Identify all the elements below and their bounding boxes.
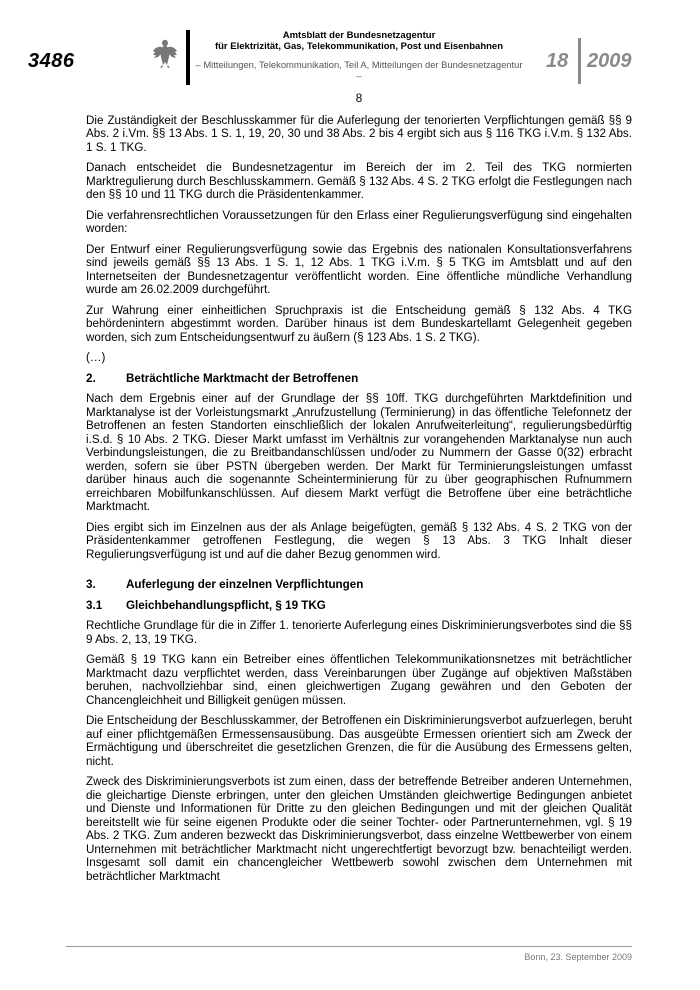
inner-page-number: 8 [355,92,363,105]
header-divider [186,30,190,85]
paragraph-purpose: Zweck des Diskriminierungsverbots ist zum einen, dass der betreffende Betreiber anderen Unternehmen, die gleichartige Dienste erbringen, unter den gleichen Umständen gleichwertige Bedingungen anbietet und Dienste und Informationen für Dritte zu den gleichen Bedingungen und mit der gleichen Qualität bereitstellt wie für seine eigenen Produkte oder die seiner Tochter- oder Partnerunternehmen, vgl. § 19 Abs. 2 TKG. Zum anderen bezweckt das Diskriminierungsverbot, dass einzelne Wettbewerber von einem Unternehmen mit beträchtlicher Marktmacht nicht ungerechtfertigt bevorzugt bzw. benachteiligt werden. Insgesamt soll damit ein chancengleicher Wettbewerb sowohl zwischen dem Unternehmen mit beträchtlicher Marktmacht [86,775,632,883]
section-number: 2. [86,371,96,385]
section-heading-3-1 [86,599,632,613]
publication-title-line1: Amtsblatt der Bundesnetzagentur [282,30,436,41]
section-number: 3.1 [86,598,103,612]
footer-place-date: Bonn, 23. September 2009 [524,952,632,962]
paragraph-decision-body: Danach entscheidet die Bundesnetzagentur im Bereich der im 2. Teil des TKG normierten Marktregulierung durch Beschlusskammern. Gemäß § 132 Abs. 4 S. 2 TKG erfolgt die Festlegungen nach den §§ 10 und 11 TKG durch die Präsidentenkammer. [86,161,632,201]
ellipsis: (…) [86,351,106,364]
publication-title [194,30,524,52]
issue-year: 2009 [587,50,632,72]
footer-divider [66,946,632,947]
publication-subtitle: – Mitteilungen, Telekommunikation, Teil A, Mitteilungen der Bundesnetzagentur – [195,59,523,81]
document-body [86,92,632,890]
section-heading-3 [86,578,632,592]
section-number: 3. [86,578,96,591]
section-title: Gleichbehandlungspflicht, § 19 TKG [126,598,326,612]
paragraph-market-analysis: Nach dem Ergebnis einer auf der Grundlage der §§ 10ff. TKG durchgeführten Marktdefinition und Marktanalyse ist der Vorleistungsmarkt „Anrufzustellung (Terminierung) in das öffentliche Telefonnetz der Betroffenen an festen Standorten einschließlich der lokalen Anrufweiterleitung“, regulierungsbedürftig i.S.d. § 10 Abs. 2 TKG. Dieser Markt umfasst im Verhältnis zur vorangehenden Marktanalyse nun auch Verbindungsleistungen, die zu Breitbandanschlüssen und/oder zu Nummern der Gasse 0(32) erbracht werden, sofern sie über PSTN übergeben werden. Der Markt für Terminierungsleistungen umfasst darüber hinaus auch die sogenannte Scheinterminierung für zu über geographischen Rufnummern erreichbaren Mobilfunkanschlüssen. Auf diesem Markt verfügt die Betroffene über eine beträchtliche Marktmacht. [86,392,632,513]
paragraph-consultation: Der Entwurf einer Regulierungsverfügung sowie das Ergebnis des nationalen Konsultationsverfahrens sind jeweils gemäß §§ 13 Abs. 1 S. 1, 12 Abs. 1 TKG i.V.m. § 5 TKG im Amtsblatt und auf den Internetseiten der Bundesnetzagentur veröffentlicht worden. Eine öffentliche mündliche Verhandlung wurde am 26.02.2009 durchgeführt. [86,242,632,296]
section-heading-2 [86,372,632,386]
paragraph-legal-basis: Rechtliche Grundlage für die in Ziffer 1. tenorierte Auferlegung eines Diskriminierungsverbotes sind die §§ 9 Abs. 2, 13, 19 TKG. [86,619,632,646]
paragraph-procedure: Die verfahrensrechtlichen Voraussetzungen für den Erlass einer Regulierungsverfügung sind eingehalten worden: [86,208,632,235]
paragraph-section-19: Gemäß § 19 TKG kann ein Betreiber eines öffentlichen Telekommunikationsnetzes mit beträchtlicher Marktmacht dazu verpflichtet werden, dass Vereinbarungen über Zugänge auf objektiven Maßstäben beruhen, nachvollziehbar sind, einen gleichwertigen Zugang gewähren und den Geboten der Chancengleichheit und Billigkeit genügen müssen. [86,653,632,707]
publication-title-line2: für Elektrizität, Gas, Telekommunikation, Post und Eisenbahnen [214,41,504,52]
page-header [0,0,700,92]
issue-year-divider [578,38,581,84]
paragraph-discretion: Die Entscheidung der Beschlusskammer, der Betroffenen ein Diskriminierungsverbot aufzuerlegen, beruht auf einer pflichtgemäßen Ermessensausübung. Das ausgeübte Ermessen orientiert sich am Zweck der Ermächtigung und überschreitet die gesetzlichen Grenzen, die für die Ausübung des Ermessens gelten, nicht. [86,714,632,768]
paragraph-coordination: Zur Wahrung einer einheitlichen Spruchpraxis ist die Entscheidung gemäß § 132 Abs. 4 TKG behördenintern abgestimmt worden. Darüber hinaus ist dem Bundeskartellamt Gelegenheit gegeben worden, sich zum Entscheidungsentwurf zu äußern (§ 123 Abs. 1 S. 2 TKG). [86,303,632,344]
gazette-page-number: 3486 [28,50,75,72]
issue-number: 18 [546,50,569,72]
section-title: Beträchtliche Marktmacht der Betroffenen [126,371,359,385]
paragraph-annex-reference: Dies ergibt sich im Einzelnen aus der als Anlage beigefügten, gemäß § 132 Abs. 4 S. 2 TKG von der Präsidentenkammer getroffenen Festlegung, die wegen § 13 Abs. 3 TKG Inhalt dieser Regulierungsverfügung ist und auf die daher Bezug genommen wird. [86,520,632,561]
federal-eagle-icon [152,38,178,68]
section-title: Auferlegung der einzelnen Verpflichtungen [126,578,364,591]
paragraph-competence: Die Zuständigkeit der Beschlusskammer für die Auferlegung der tenorierten Verpflichtungen gemäß §§ 9 Abs. 2 i.Vm. §§ 13 Abs. 1 S. 1, 19, 20, 30 und 38 Abs. 2 bis 4 ergibt sich aus § 116 TKG i.V.m. § 132 Abs. 1 S. 1 TKG. [86,113,632,154]
